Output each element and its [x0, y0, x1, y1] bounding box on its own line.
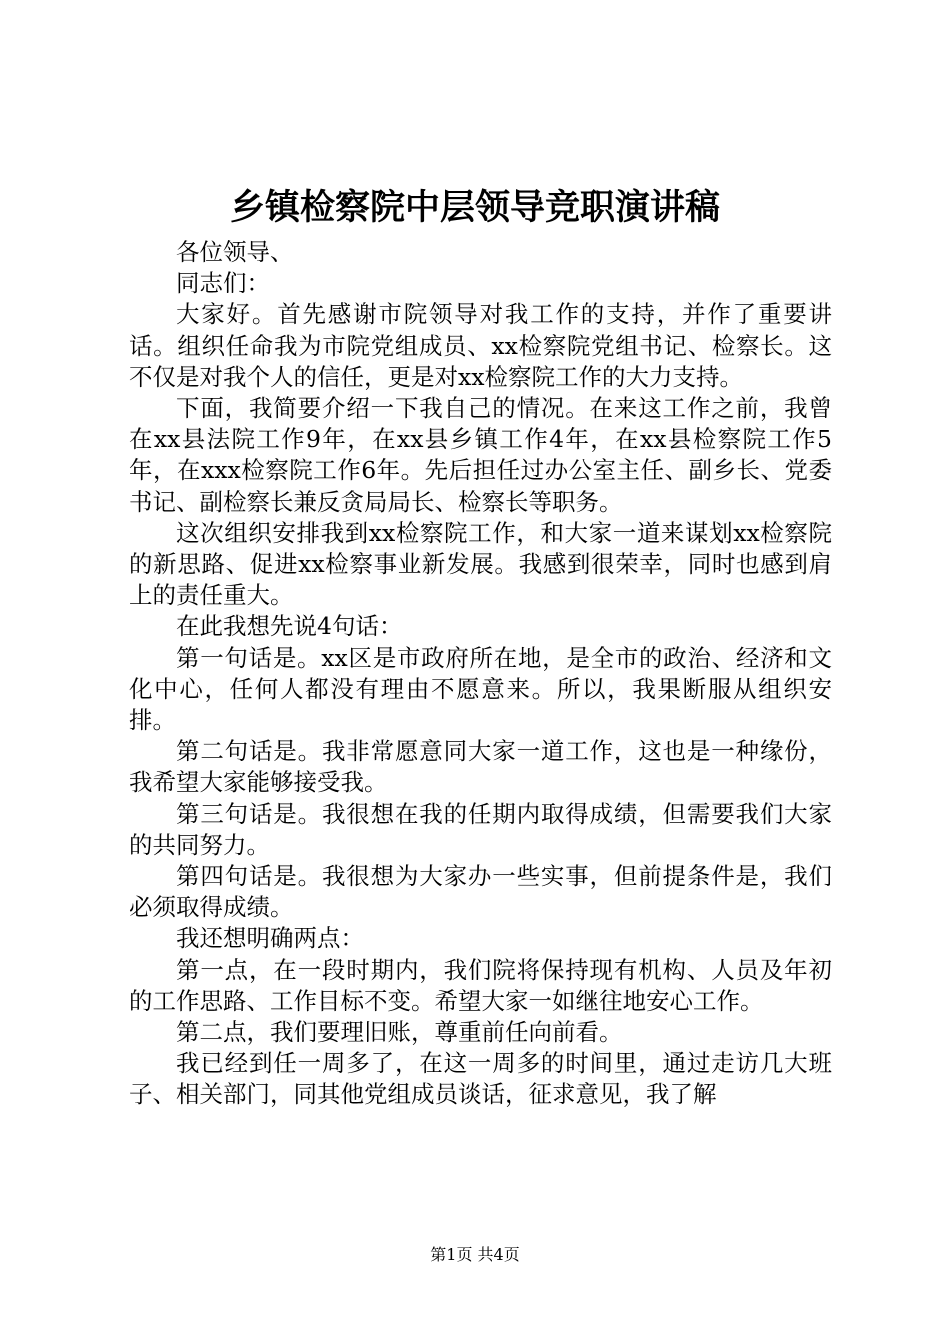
- body-paragraph: 第一点，在一段时期内，我们院将保持现有机构、人员及年初的工作思路、工作目标不变。希望大家一如继往地安心工作。: [129, 955, 832, 1015]
- body-paragraph: 我还想明确两点：: [176, 924, 364, 953]
- document-title: 乡镇检察院中层领导竞职演讲稿: [229, 187, 720, 228]
- document-body: [129, 237, 832, 1111]
- body-paragraph: 这次组织安排我到xx检察院工作，和大家一道来谋划xx检察院的新思路、促进xx检察事业新发展。我感到很荣幸，同时也感到肩上的责任重大。: [129, 518, 832, 610]
- body-paragraph: 我已经到任一周多了，在这一周多的时间里，通过走访几大班子、相关部门，同其他党组成员谈话，征求意见，我了解: [129, 1049, 832, 1109]
- body-paragraph: 下面，我简要介绍一下我自己的情况。在来这工作之前，我曾在xx县法院工作9年，在xx县乡镇工作4年，在xx县检察院工作5年，在xxx检察院工作6年。先后担任过办公室主任、副乡长、党委书记、副检察长兼反贪局局长、检察长等职务。: [129, 394, 832, 516]
- body-paragraph: 在此我想先说4句话：: [176, 612, 403, 641]
- body-paragraph: 第二点，我们要理旧账，尊重前任向前看。: [176, 1018, 623, 1047]
- body-paragraph: 第二句话是。我非常愿意同大家一道工作，这也是一种缘份，我希望大家能够接受我。: [129, 737, 832, 797]
- body-paragraph: 第三句话是。我很想在我的任期内取得成绩，但需要我们大家的共同努力。: [129, 799, 832, 859]
- body-paragraph: 第四句话是。我很想为大家办一些实事，但前提条件是，我们必须取得成绩。: [129, 862, 832, 922]
- salutation-line: 各位领导、: [176, 238, 294, 266]
- salutation-line: 同志们：: [176, 269, 270, 298]
- body-paragraph: 大家好。首先感谢市院领导对我工作的支持，并作了重要讲话。组织任命我为市院党组成员、xx检察院党组书记、检察长。这不仅是对我个人的信任，更是对xx检察院工作的大力支持。: [129, 300, 832, 391]
- body-paragraph: 第一句话是。xx区是市政府所在地，是全市的政治、经济和文化中心，任何人都没有理由不愿意来。所以，我果断服从组织安排。: [129, 643, 832, 735]
- page-number-footer: 第1页 共4页: [430, 1245, 520, 1264]
